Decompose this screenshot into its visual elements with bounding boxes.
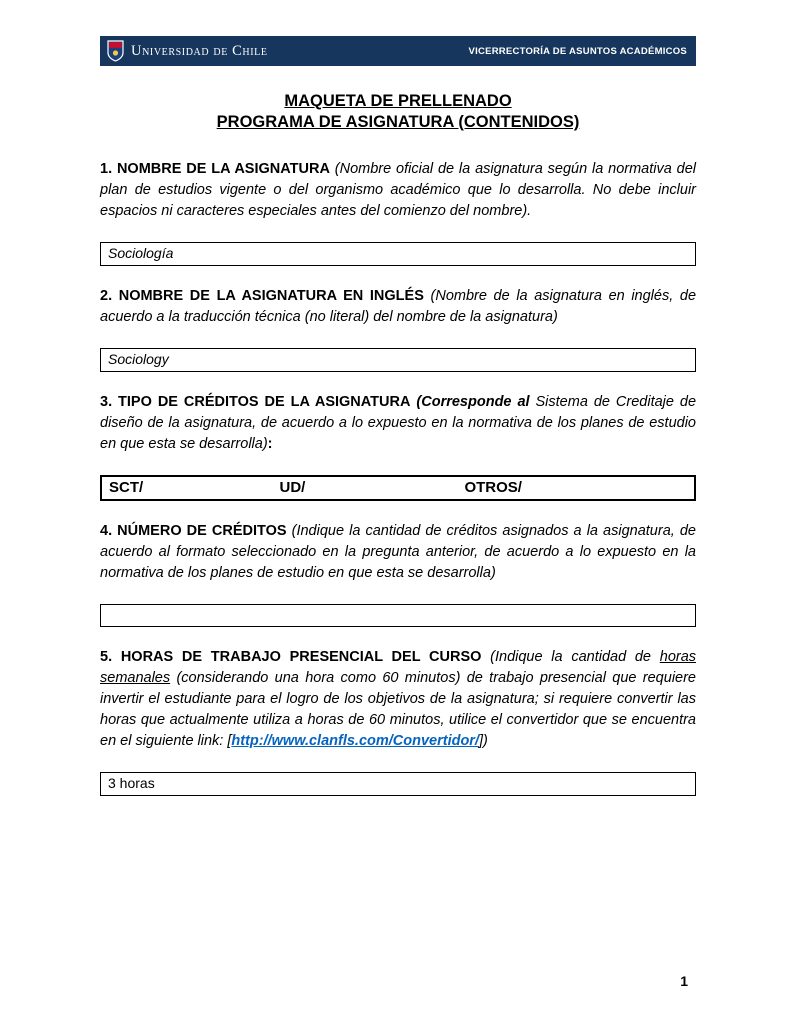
credit-type-field[interactable] [100,475,696,501]
section-1 [100,159,696,266]
section-5-underlined-term: horas semanales [100,649,697,686]
title-line-2: PROGRAMA DE ASIGNATURA (CONTENIDOS) [216,113,580,131]
section-5-description-part1: (Indique la cantidad de [490,649,660,665]
section-4-description: (Indique la cantidad de créditos asignados a la asignatura, de acuerdo al formato seleccionado en la pregunta anterior, de acuerdo a lo expuesto en la normativa de los planes de estudio en que esta se desarrolla) [100,523,696,581]
header-bar [100,36,696,66]
course-name-english-value: Sociology [108,351,169,367]
course-name-value: Sociología [108,245,174,261]
section-1-heading: 1. NOMBRE DE LA ASIGNATURA [100,161,330,177]
section-4-text [100,521,696,584]
section-1-text [100,159,696,222]
section-3-heading: 3. TIPO DE CRÉDITOS DE LA ASIGNATURA [100,394,411,410]
university-logo [107,40,268,62]
section-1-description: (Nombre oficial de la asignatura según la normativa del plan de estudios vigente o del organismo académico que lo desarrolla. No debe incluir espacios ni caracteres especiales antes del comienzo del nombre). [100,161,696,219]
university-name: Universidad de Chile [131,42,268,59]
course-name-english-field[interactable] [100,348,696,372]
section-2 [100,286,696,372]
contact-hours-field[interactable] [100,772,696,796]
convertidor-link[interactable]: http://www.clanfls.com/Convertidor/ [231,733,479,749]
section-2-heading: 2. NOMBRE DE LA ASIGNATURA EN INGLÉS [100,288,424,304]
section-5-description-part2: (considerando una hora como 60 minutos) de trabajo presencial que requiere invertir el estudiante para el logro de los objetivos de la asignatura; si requiere convertir las horas que actualmente utiliza a horas de 60 minutos, utilice el convertidor que se encuentra en el siguiente link: [ [100,670,696,749]
section-5-text [100,647,696,752]
credit-option-sct[interactable]: SCT/ [109,479,144,496]
page-number: 1 [680,973,688,989]
section-4 [100,521,696,627]
section-3 [100,392,696,501]
credit-option-ud[interactable]: UD/ [279,479,306,496]
section-3-colon: : [267,436,273,452]
credit-option-otros[interactable]: OTROS/ [464,479,522,496]
department-name: VICERRECTORÍA DE ASUNTOS ACADÉMICOS [468,45,687,57]
section-3-description-bold: (Corresponde al [416,394,536,410]
section-4-heading: 4. NÚMERO DE CRÉDITOS [100,523,287,539]
contact-hours-value: 3 horas [108,775,155,791]
section-2-description: (Nombre de la asignatura en inglés, de acuerdo a la traducción técnica (no literal) del nombre de la asignatura) [100,288,697,325]
section-3-text [100,392,696,455]
university-crest-icon [107,40,124,62]
credit-number-field[interactable] [100,604,696,627]
section-3-description-rest: Sistema de Creditaje de diseño de la asignatura, de acuerdo a lo expuesto en la normativa de los planes de estudio en que esta se desarrolla) [100,394,697,452]
section-5 [100,647,696,796]
section-5-heading: 5. HORAS DE TRABAJO PRESENCIAL DEL CURSO [100,649,482,665]
section-5-description-part3: ]) [478,733,488,749]
title-line-1: MAQUETA DE PRELLENADO [284,92,512,110]
section-2-text [100,286,696,328]
document-title [100,91,696,133]
course-name-field[interactable] [100,242,696,266]
